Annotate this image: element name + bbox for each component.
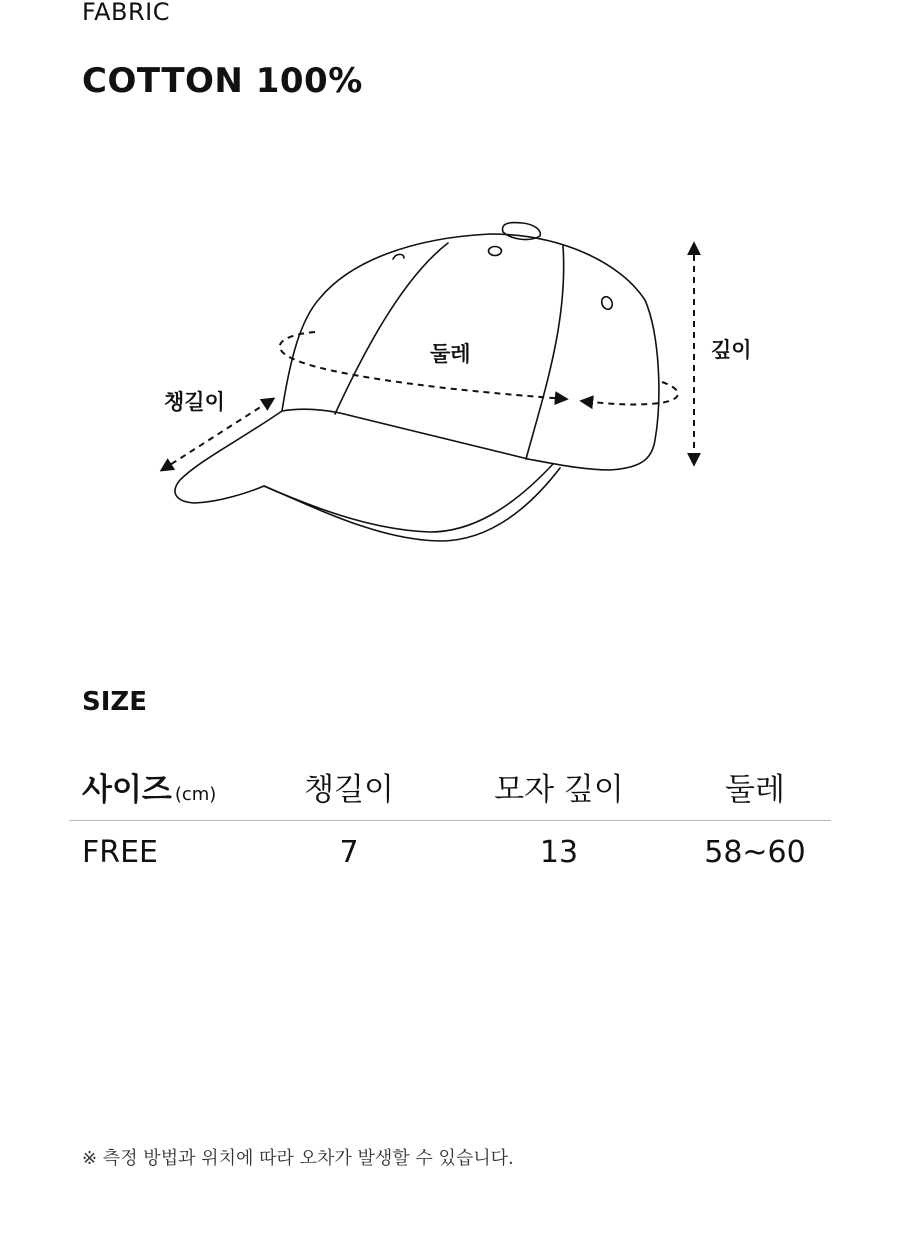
cap-panel-seam-right — [526, 246, 564, 459]
header-brim-length: 챙길이 — [304, 772, 394, 808]
fabric-value: COTTON 100% — [82, 61, 363, 101]
circumference-arrow-right — [582, 382, 678, 404]
cap-top-button — [503, 223, 541, 240]
measurement-footnote: ※ 측정 방법과 위치에 따라 오차가 발생할 수 있습니다. — [82, 1148, 514, 1169]
header-size-unit: (cm) — [174, 784, 217, 805]
label-depth: 깊이 — [711, 338, 752, 362]
header-size — [82, 762, 216, 823]
cap-brim-edge-inner — [264, 464, 553, 532]
cap-eyelet-1 — [489, 247, 502, 256]
size-heading: SIZE — [82, 687, 148, 717]
cell-cap-depth: 13 — [539, 835, 579, 870]
header-cap-depth: 모자 깊이 — [494, 772, 624, 808]
header-circumference: 둘레 — [725, 772, 785, 808]
cap-eyelet-3 — [393, 254, 404, 259]
label-circumference: 둘레 — [430, 342, 471, 366]
circumference-measure — [280, 332, 678, 404]
cap-front-seam — [282, 409, 528, 459]
cap-measurement-diagram — [0, 150, 900, 570]
cap-eyelet-2 — [600, 295, 615, 311]
fabric-heading: FABRIC — [82, 0, 170, 26]
cap-brim-top — [175, 411, 282, 503]
header-size-label: 사이즈 — [82, 772, 172, 808]
table-row — [69, 821, 831, 879]
cap-panel-seam-left — [335, 243, 448, 414]
circumference-arrow-left — [280, 332, 566, 399]
size-table-header-row — [69, 762, 831, 821]
baseball-cap-icon — [175, 223, 659, 541]
cap-diagram-svg — [0, 150, 900, 570]
label-brim-length: 챙길이 — [164, 390, 225, 414]
cell-size: FREE — [82, 835, 159, 870]
cell-brim-length: 7 — [339, 835, 359, 870]
size-table — [69, 762, 831, 879]
cell-circumference: 58~60 — [704, 835, 806, 870]
